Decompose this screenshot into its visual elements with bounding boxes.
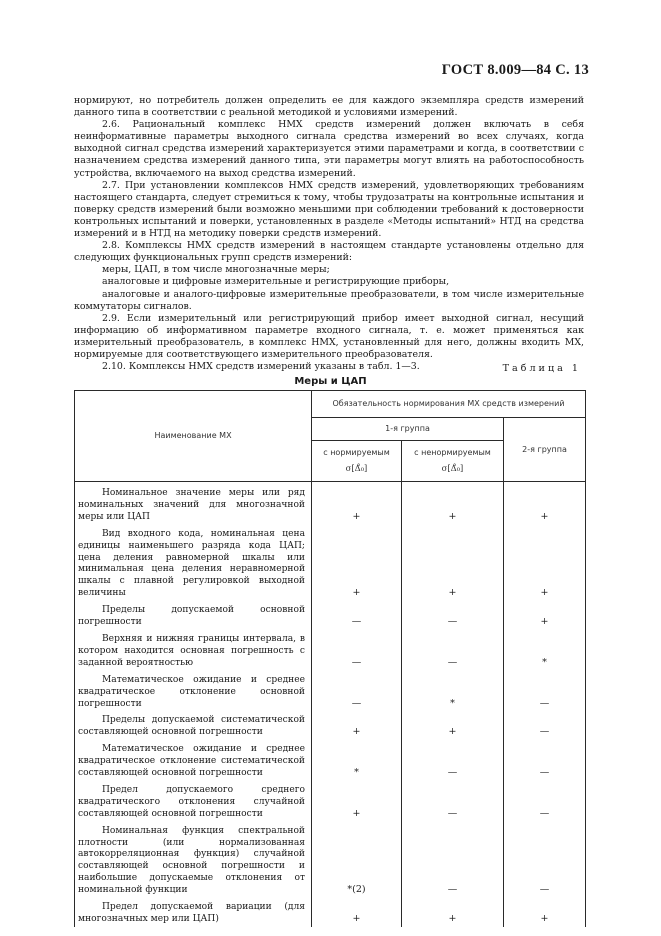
paragraph: 2.6. Рациональный комплекс НМХ средств измерений должен включать в себя неинформативные параметры выходного сигнала средства измерений во всех случаях, когда выходной сигнал средства измерений характеризуется этими параметрами и когда, в соответствии с назначением средства измерений данного типа, эти параметры могут влиять на работоспособность устройства, включаемого на выход средства измерений. [74, 119, 584, 179]
table-row [75, 740, 586, 781]
cell-group1-normed: + [312, 781, 402, 822]
paragraph: аналоговые и аналого-цифровые измерительные преобразователи, в том числе измерительные коммутаторы сигналов. [74, 288, 584, 312]
cell-group2: + [504, 525, 586, 601]
cell-group1-not-normed: * [402, 671, 504, 712]
paragraph: меры, ЦАП, в том числе многозначные меры; [102, 264, 330, 276]
body-text [74, 95, 584, 373]
header-group1: 1-я группа [312, 418, 504, 441]
cell-group1-normed: + [312, 898, 402, 927]
cell-group1-not-normed: + [402, 711, 504, 740]
row-name: Пределы допускаемой основной погрешности [75, 601, 312, 630]
cell-group2: — [504, 671, 586, 712]
paragraph: нормируют, но потребитель должен определить ее для каждого экземпляра средств измерений данного типа в соответствии с реальной методикой и условиями измерений. [74, 95, 584, 119]
cell-group2: — [504, 711, 586, 740]
header-name-col: Наименование МХ [75, 391, 312, 482]
cell-group1-normed: + [312, 482, 402, 525]
cell-group2: * [504, 630, 586, 671]
cell-group1-normed: * [312, 740, 402, 781]
paragraph: 2.10. Комплексы НМХ средств измерений указаны в табл. 1—3. [102, 361, 420, 373]
table-row [75, 822, 586, 898]
table-row [75, 711, 586, 740]
header-normed-symbol: σ[Δ̊₀] [345, 463, 368, 473]
header-not-normed-symbol: σ[Δ̊₀] [441, 463, 464, 473]
cell-group2: — [504, 822, 586, 898]
row-name: Предел допускаемого среднего квадратического отклонения случайной составляющей основной погрешности [75, 781, 312, 822]
paragraph: аналоговые и цифровые измерительные и регистрирующие приборы, [102, 276, 450, 288]
row-name: Пределы допускаемой систематической составляющей основной погрешности [75, 711, 312, 740]
header-normed [312, 441, 402, 482]
header-obligation: Обязательность нормирования МХ средств измерений [312, 391, 586, 418]
cell-group1-normed: — [312, 601, 402, 630]
cell-group1-normed: + [312, 711, 402, 740]
table-body [75, 482, 586, 927]
table-row [75, 482, 586, 525]
cell-group1-not-normed: — [402, 601, 504, 630]
paragraph: 2.7. При установлении комплексов НМХ средств измерений, удовлетворяющих требованиям настоящего стандарта, следует стремиться к тому, чтобы трудозатраты на контрольные испытания и поверку средств измерений были возможно меньшими при соблюдении требований к достоверности контрольных испытаний и поверки, установленных в разделе «Методы испытаний» НТД на средства измерений и в НТД на методику поверки средств измерений. [74, 179, 584, 240]
cell-group1-normed: + [312, 525, 402, 601]
cell-group2: + [504, 482, 586, 525]
cell-group1-not-normed: — [402, 781, 504, 822]
table-row [75, 781, 586, 822]
row-name: Вид входного кода, номинальная цена единицы наименьшего разряда кода ЦАП; цена деления равномерной шкалы или минимальная цена деления неравномерной шкалы с плавной регулировкой выходной величины [75, 525, 312, 601]
table-label: Таблица 1 [502, 363, 581, 374]
cell-group1-normed: — [312, 630, 402, 671]
cell-group1-not-normed: — [402, 740, 504, 781]
cell-group1-not-normed: — [402, 630, 504, 671]
cell-group2: + [504, 601, 586, 630]
cell-group1-normed: *(2) [312, 822, 402, 898]
measures-table [74, 390, 586, 927]
cell-group1-normed: — [312, 671, 402, 712]
page-header: ГОСТ 8.009—84 С. 13 [441, 62, 589, 78]
table-title: Меры и ЦАП [294, 376, 367, 387]
row-name: Математическое ожидание и среднее квадратическое отклонение систематической составляющей основной погрешности [75, 740, 312, 781]
table-row [75, 525, 586, 601]
cell-group1-not-normed: + [402, 525, 504, 601]
header-not-normed-label: с ненормируемым [414, 448, 491, 458]
table-row [75, 630, 586, 671]
cell-group2: — [504, 781, 586, 822]
table-row [75, 671, 586, 712]
row-name: Номинальное значение меры или ряд номинальных значений для многозначной меры или ЦАП [75, 482, 312, 525]
paragraph: 2.8. Комплексы НМХ средств измерений в настоящем стандарте установлены отдельно для следующих функциональных групп средств измерений: [74, 240, 584, 264]
cell-group2: + [504, 898, 586, 927]
row-name: Предел допускаемой вариации (для многозначных мер или ЦАП) [75, 898, 312, 927]
cell-group1-not-normed: + [402, 898, 504, 927]
cell-group1-not-normed: — [402, 822, 504, 898]
table-row [75, 898, 586, 927]
row-name: Номинальная функция спектральной плотности (или нормализованная автокорреляционная функция) случайной составляющей основной погрешности и наибольшие допускаемые отклонения от номинальной функции [75, 822, 312, 898]
header-normed-label: с нормируемым [323, 448, 390, 458]
table-row [75, 601, 586, 630]
row-name: Математическое ожидание и среднее квадратическое отклонение основной погрешности [75, 671, 312, 712]
cell-group2: — [504, 740, 586, 781]
header-not-normed [402, 441, 504, 482]
row-name: Верхняя и нижняя границы интервала, в котором находится основная погрешность с заданной вероятностью [75, 630, 312, 671]
header-group2: 2-я группа [504, 418, 586, 482]
cell-group1-not-normed: + [402, 482, 504, 525]
paragraph: 2.9. Если измерительный или регистрирующий прибор имеет выходной сигнал, несущий информацию об информативном параметре входного сигнала, т. е. может применяться как измерительный преобразователь, в комплекс НМХ, установленный для него, должны входить МХ, нормируемые для соответствующего измерительного преобразователя. [74, 312, 584, 360]
